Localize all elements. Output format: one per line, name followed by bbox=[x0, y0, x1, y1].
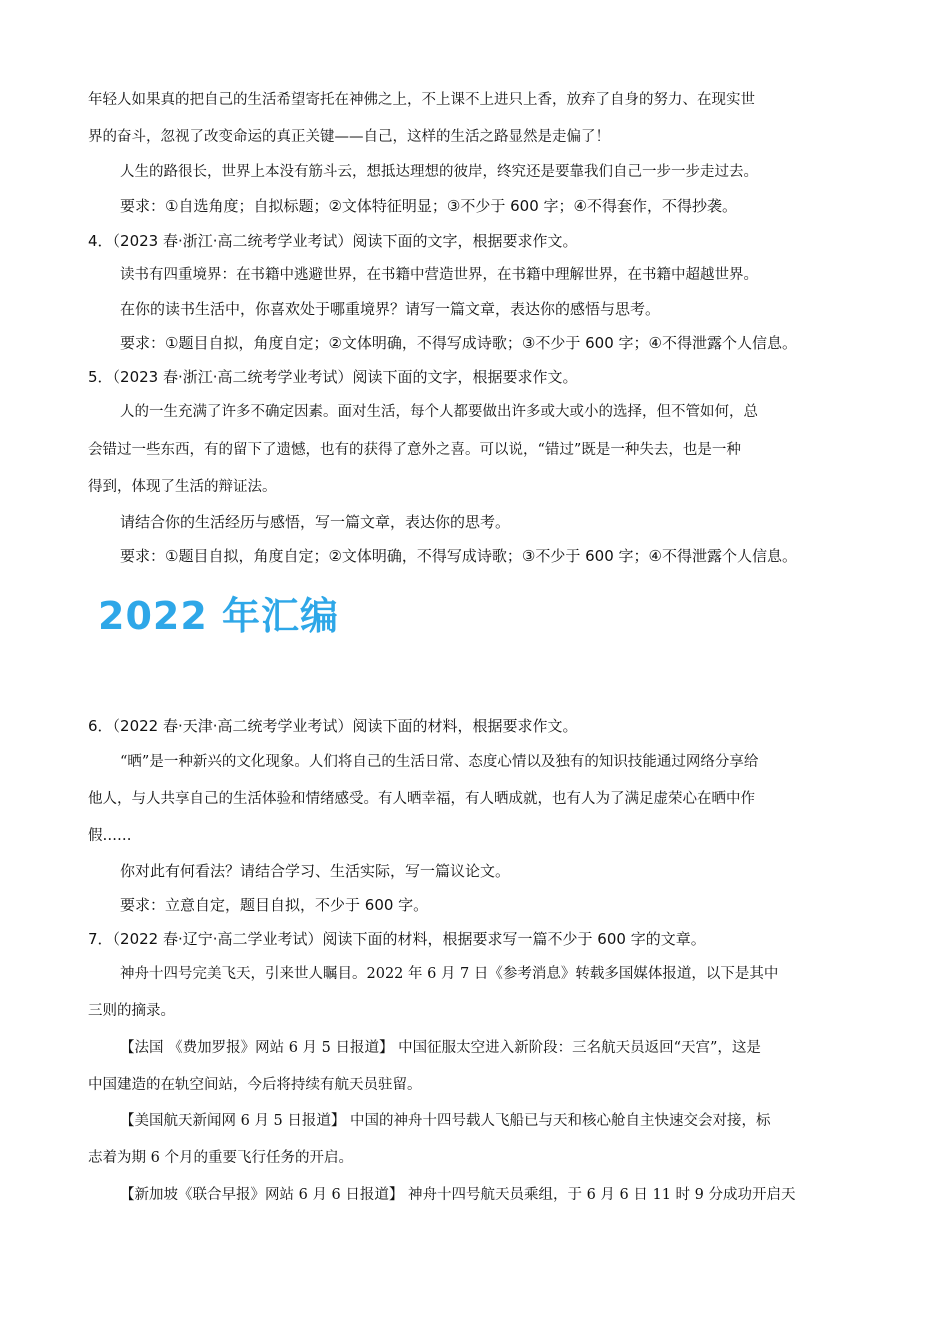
question-heading: 7．（2022 春·辽宁·高二学业考试）阅读下面的材料，根据要求写一篇不少于 600 字的文章。 bbox=[88, 930, 706, 948]
text-line: 中国建造的在轨空间站，今后将持续有航天员驻留。 bbox=[88, 1077, 422, 1093]
text-line: 【新加坡《联合早报》网站 6 月 6 日报道】 神舟十四号航天员乘组，于 6 月 6 日 11 时 9 分成功开启天 bbox=[120, 1187, 796, 1203]
text-line: 界的奋斗，忽视了改变命运的真正关键——自己，这样的生活之路显然是走偏了！ bbox=[88, 129, 610, 145]
text-line: 他人，与人共享自己的生活体验和情绪感受。有人晒幸福，有人晒成就，也有人为了满足虚荣心在晒中作 bbox=[88, 791, 755, 807]
text-line: 【法国 《费加罗报》网站 6 月 5 日报道】 中国征服太空进入新阶段：三名航天员返回“天宫”，这是 bbox=[120, 1040, 761, 1056]
text-line: 人生的路很长，世界上本没有筋斗云，想抵达理想的彼岸，终究还是要靠我们自己一步一步走过去。 bbox=[120, 164, 758, 180]
text-line: “晒”是一种新兴的文化现象。人们将自己的生活日常、态度心情以及独有的知识技能通过网络分享给 bbox=[120, 754, 759, 770]
text-line: 在你的读书生活中，你喜欢处于哪重境界？请写一篇文章，表达你的感悟与思考。 bbox=[120, 300, 661, 318]
requirement-line: 要求：①题目自拟，角度自定；②文体明确，不得写成诗歌；③不少于 600 字；④不得泄露个人信息。 bbox=[120, 547, 797, 565]
text-line: 志着为期 6 个月的重要飞行任务的开启。 bbox=[88, 1150, 353, 1166]
text-line: 读书有四重境界：在书籍中逃避世界，在书籍中营造世界，在书籍中理解世界，在书籍中超越世界。 bbox=[120, 267, 758, 283]
text-line: 【美国航天新闻网 6 月 5 日报道】 中国的神舟十四号载人飞船已与天和核心舱自主快速交会对接，标 bbox=[120, 1113, 771, 1129]
requirement-line: 要求：①自选角度；自拟标题；②文体特征明显；③不少于 600 字；④不得套作，不得抄袭。 bbox=[120, 197, 737, 215]
text-line: 会错过一些东西，有的留下了遗憾，也有的获得了意外之喜。可以说，“错过”既是一种失去，也是一种 bbox=[88, 442, 741, 458]
text-line: 假…… bbox=[88, 828, 132, 844]
requirement-line: 要求：立意自定，题目自拟，不少于 600 字。 bbox=[120, 896, 429, 914]
question-heading: 6．（2022 春·天津·高二统考学业考试）阅读下面的材料，根据要求作文。 bbox=[88, 717, 578, 735]
text-line: 年轻人如果真的把自己的生活希望寄托在神佛之上，不上课不上进只上香，放弃了自身的努力、在现实世 bbox=[88, 92, 755, 108]
question-heading: 4．（2023 春·浙江·高二统考学业考试）阅读下面的文字，根据要求作文。 bbox=[88, 232, 578, 250]
text-line: 你对此有何看法？请结合学习、生活实际，写一篇议论文。 bbox=[120, 862, 511, 880]
requirement-line: 要求：①题目自拟，角度自定；②文体明确，不得写成诗歌；③不少于 600 字；④不得泄露个人信息。 bbox=[120, 334, 797, 352]
text-line: 请结合你的生活经历与感悟，写一篇文章，表达你的思考。 bbox=[120, 513, 511, 531]
text-line: 人的一生充满了许多不确定因素。面对生活，每个人都要做出许多或大或小的选择，但不管如何，总 bbox=[120, 404, 758, 420]
text-line: 得到，体现了生活的辩证法。 bbox=[88, 479, 277, 495]
text-line: 三则的摘录。 bbox=[88, 1003, 175, 1019]
section-title: 2022 年汇编 bbox=[98, 594, 339, 638]
question-heading: 5．（2023 春·浙江·高二统考学业考试）阅读下面的文字，根据要求作文。 bbox=[88, 368, 578, 386]
text-line: 神舟十四号完美飞天，引来世人瞩目。2022 年 6 月 7 日《参考消息》转载多国媒体报道，以下是其中 bbox=[120, 966, 779, 982]
